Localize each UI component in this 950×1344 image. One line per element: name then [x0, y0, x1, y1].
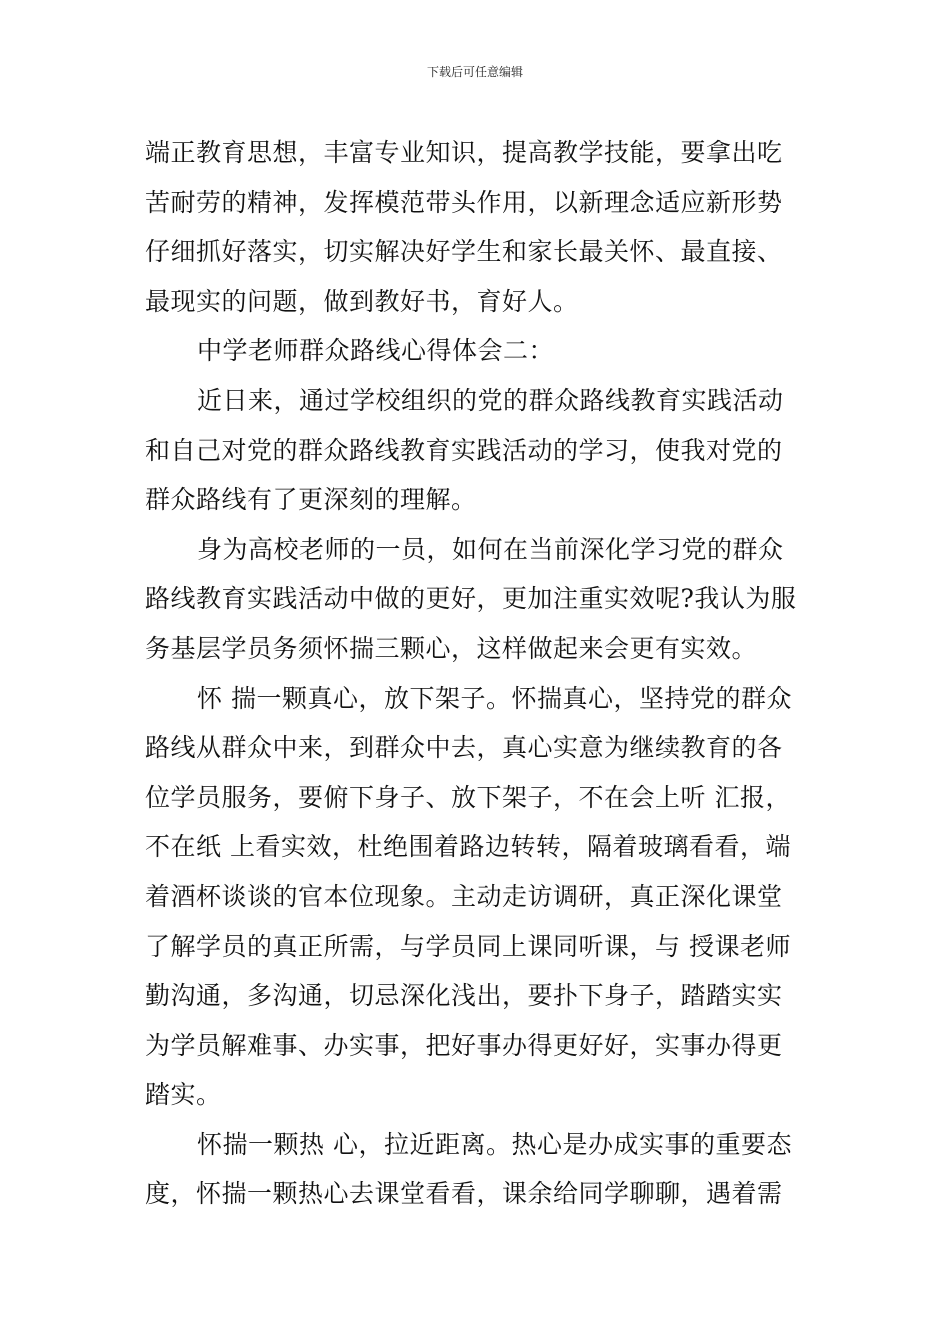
text-line: 和自己对党的群众路线教育实践活动的学习，使我对党的 — [145, 435, 783, 465]
text-line: 着酒杯谈谈的官本位现象。主动走访调研，真正深化课堂 — [145, 881, 783, 911]
text-line: 近日来，通过学校组织的党的群众路线教育实践活动 — [197, 385, 784, 415]
text-line: 为学员解难事、办实事，把好事办得更好好，实事办得更 — [145, 1030, 783, 1060]
text-line: 路线从群众中来，到群众中去，真心实意为继续教育的各 — [145, 733, 783, 763]
text-line: 中学老师群众路线心得体会二： — [197, 336, 555, 366]
text-line: 踏实。 — [145, 1080, 222, 1110]
text-line: 仔细抓好落实，切实解决好学生和家长最关怀、最直接、 — [145, 237, 783, 267]
text-line: 怀揣一颗热 心，拉近距离。热心是办成实事的重要态 — [197, 1129, 792, 1159]
text-line: 群众路线有了更深刻的理解。 — [145, 485, 477, 515]
text-line: 路线教育实践活动中做的更好，更加注重实效呢?我认为服 — [145, 584, 797, 614]
text-line: 位学员服务，要俯下身子、放下架子，不在会上听 汇报， — [145, 782, 791, 812]
page-header: 下载后可任意编辑 — [426, 65, 523, 79]
text-line: 身为高校老师的一员，如何在当前深化学习党的群众 — [197, 534, 784, 564]
text-line: 端正教育思想，丰富专业知识，提高教学技能，要拿出吃 — [145, 138, 783, 167]
text-line: 务基层学员务须怀揣三颗心，这样做起来会更有实效。 — [145, 633, 758, 663]
text-line: 不在纸 上看实效，杜绝围着路边转转，隔着玻璃看看，端 — [145, 832, 791, 862]
text-line: 苦耐劳的精神，发挥模范带头作用，以新理念适应新形势 — [145, 187, 783, 217]
text-line: 了解学员的真正所需，与学员同上课同听课，与 授课老师 — [145, 931, 791, 961]
text-line: 勤沟通，多沟通，切忌深化浅出，要扑下身子，踏踏实实 — [145, 981, 783, 1011]
document-body — [145, 128, 815, 1219]
text-line: 怀 揣一颗真心，放下架子。怀揣真心，坚持党的群众 — [197, 683, 792, 713]
text-line: 度，怀揣一颗热心去课堂看看，课余给同学聊聊，遇着需 — [145, 1179, 783, 1209]
text-line: 最现实的问题，做到教好书，育好人。 — [145, 286, 579, 316]
